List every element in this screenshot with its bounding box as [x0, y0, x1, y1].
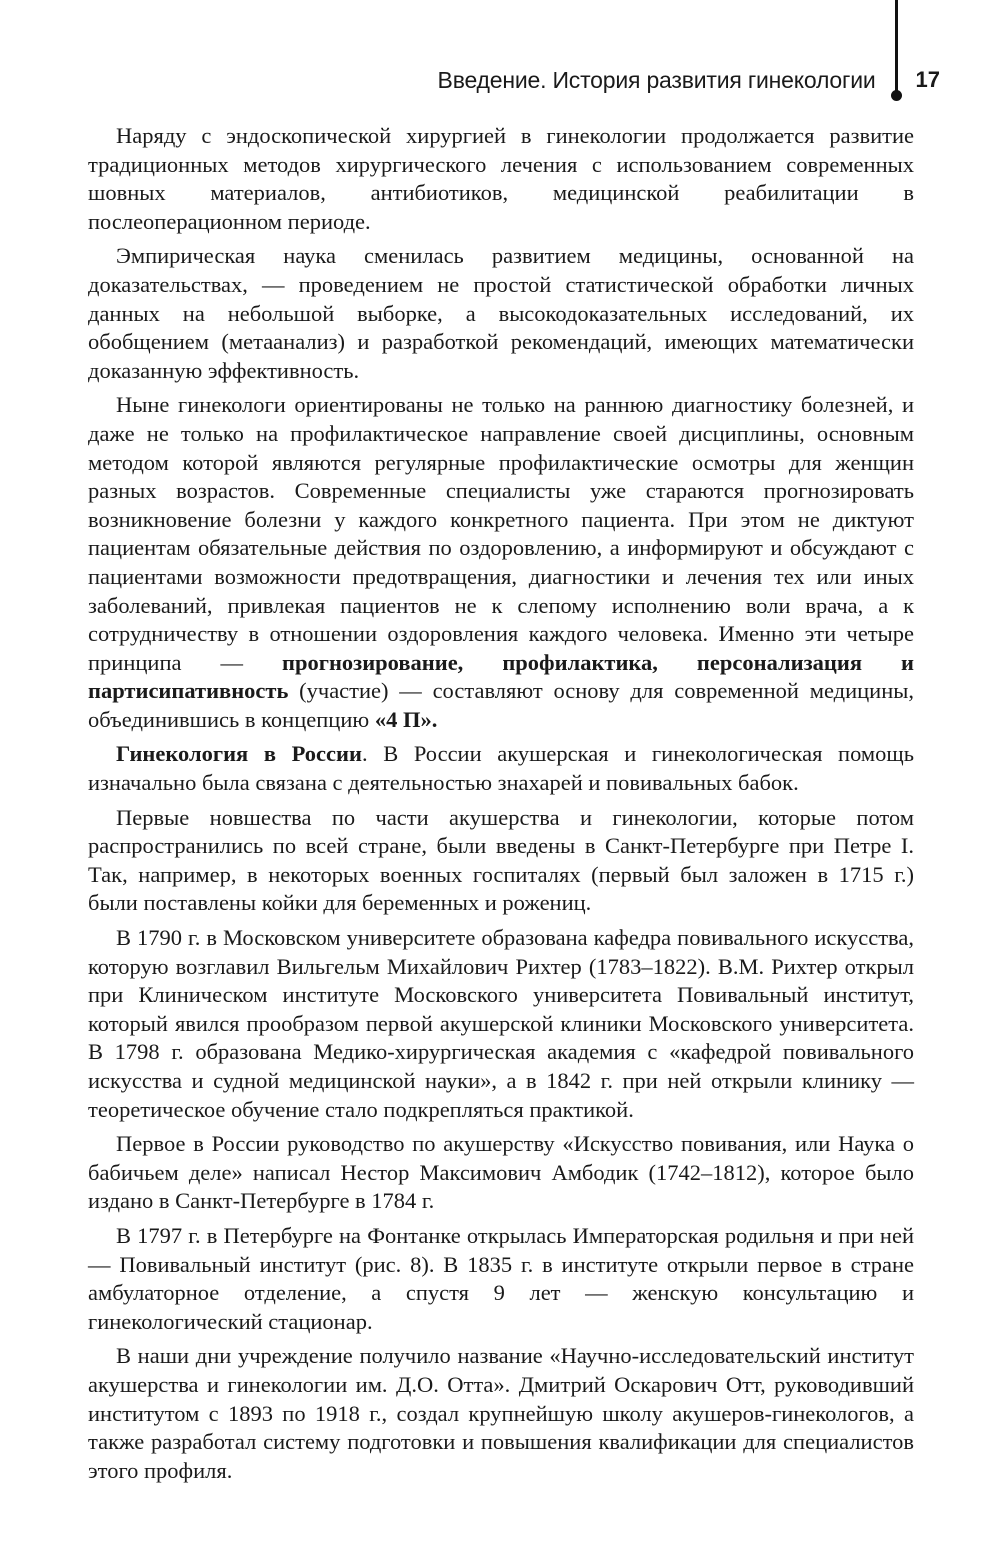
paragraph-8: В 1797 г. в Петербурге на Фонтанке открылась Императорская родильня и при ней — Повивальный институт (рис. 8). В 1835 г. в институте открыли первое в стране амбулаторное отделение, а спустя 9 лет — женскую консультацию и гинекологический стационар.	[88, 1222, 914, 1334]
paragraph-9: В наши дни учреждение получило название «Научно-исследовательский институт акушерства и гинекологии им. Д.О. Отта». Дмитрий Оскарович Отт, руководивший институтом с 1893 по 1918 г., создал крупнейшую школу акушеров-гинекологов, а также разработал систему подготовки и повышения квалификации для специалистов этого профиля.	[88, 1343, 914, 1483]
concept-4p: «4 П».	[374, 706, 438, 732]
paragraph-3-text-middle: (участие) — составляют основу для современной медицины, объединившись в концепцию	[88, 678, 914, 732]
paragraph-4-text: . В России акушерская и гинекологическая помощь изначально была связана с деятельностью знахарей и повивальных бабок.	[88, 741, 914, 796]
paragraph-2: Эмпирическая наука сменилась развитием медицины, основанной на доказательствах, — проведением не простой статистической обработки личных данных на небольшой выборке, а высокодоказательных исследований, их обобщением (метаанализ) и разработкой рекомендаций, имеющих математически доказанную эффективность.	[88, 243, 914, 383]
paragraph-5: Первые новшества по части акушерства и гинекологии, которые потом распространились по всей стране, были введены в Санкт-Петербурге при Петре I. Так, например, в некоторых военных госпиталях (первый был заложен в 1715 г.) были поставлены койки для беременных и рожениц.	[88, 804, 914, 916]
paragraph-4	[88, 740, 914, 797]
running-header	[438, 60, 940, 100]
paragraph-3	[88, 391, 914, 734]
header-divider-line	[895, 0, 898, 94]
header-divider-dot	[891, 90, 902, 101]
body-text	[88, 122, 914, 1491]
running-title: Введение. История развития гинекологии	[437, 66, 876, 93]
page-number: 17	[915, 67, 940, 92]
paragraph-7: Первое в России руководство по акушерству «Искусство повивания, или Наука о бабичьем деле» написал Нестор Максимович Амбодик (1742–1812), которое было издано в Санкт-Петербурге в 1784 г.	[88, 1131, 914, 1214]
paragraph-3-text-before: Ныне гинекологи ориентированы не только на раннюю диагностику болезней, и даже не только на профилактическое направление своей дисциплины, основным методом которой являются регулярные профилактические осмотры для женщин разных возрастов. Современные специалисты уже стараются прогнозировать возникновение болезни у каждого конкретного пациента. При этом не диктуют пациентам обязательные действия по оздоровлению, а информируют и обсуждают с пациентами возможности предотвращения, диагностики и лечения тех или иных заболеваний, привлекая пациентов не к слепому исполнению воли врача, а к сотрудничеству в отношении оздоровления каждого человека. Именно эти четыре принципа —	[88, 392, 914, 675]
section-heading-russia: Гинекология в России	[116, 741, 362, 767]
four-principles: прогнозирование, профилактика, персонализация и партисипативность	[88, 649, 914, 704]
paragraph-6: В 1790 г. в Московском университете образована кафедра повивального искусства, которую возглавил Вильгельм Михайлович Рихтер (1783–1822). В.М. Рихтер открыл при Клиническом институте Московского университета Повивальный институт, который явился прообразом первой акушерской клиники Московского университета. В 1798 г. образована Медико-хирургическая академия с «кафедрой повивального искусства и судной медицинской науки», а в 1842 г. при ней открыли клинику — теоретическое обучение стало подкрепляться практикой.	[88, 925, 914, 1122]
paragraph-1: Наряду с эндоскопической хирургией в гинекологии продолжается развитие традиционных методов хирургического лечения с использованием современных шовных материалов, антибиотиков, медицинской реабилитации в послеоперационном периоде.	[88, 123, 914, 234]
header-divider	[894, 60, 898, 100]
